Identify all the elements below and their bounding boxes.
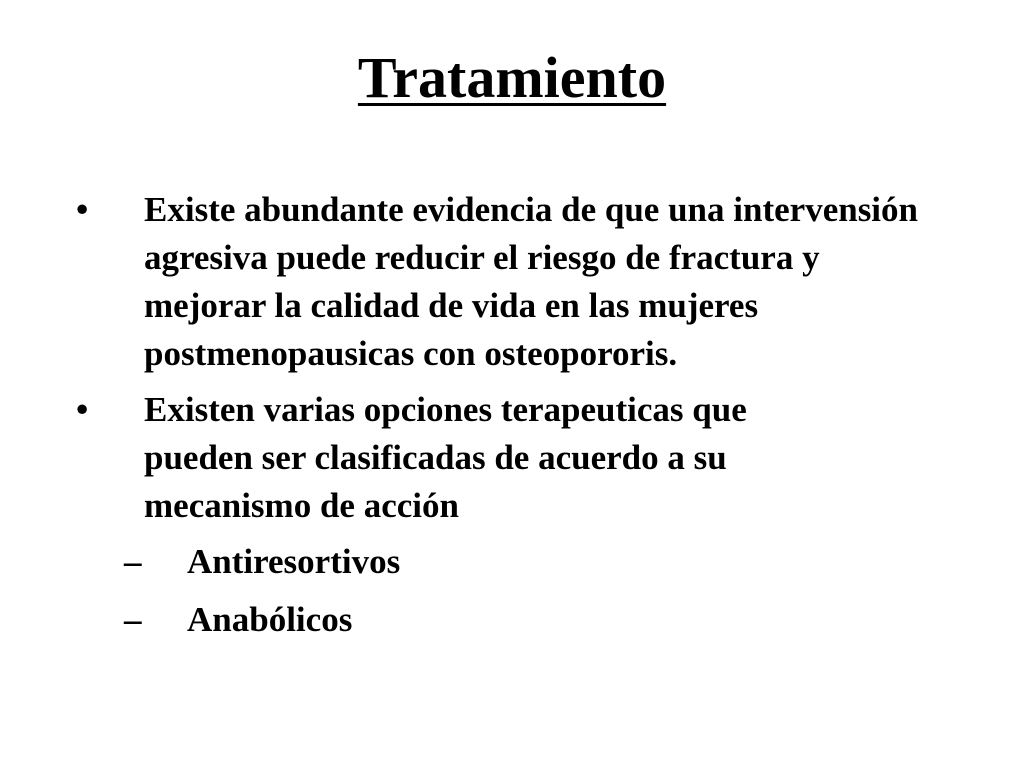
sub-bullet-text: Antiresortivos: [187, 542, 401, 581]
bullet-text: Existen varias opciones terapeuticas que pueden ser clasificadas de acuerdo a su mecanismo de acción: [144, 390, 747, 525]
sub-bullet-item: [124, 538, 724, 586]
slide-title: [0, 42, 1024, 114]
sub-bullet-marker: –: [124, 600, 142, 639]
sub-bullet-item: [124, 596, 724, 644]
slide-title-text: Tratamiento: [357, 45, 667, 110]
sub-bullet-text: Anabólicos: [187, 600, 353, 639]
sub-bullet-marker: –: [124, 542, 142, 581]
bullet-text: Existe abundante evidencia de que una intervensión agresiva puede reducir el riesgo de fractura y mejorar la calidad de vida en las mujeres postmenopausicas con osteopororis.: [144, 190, 918, 373]
bullet-marker: •: [76, 390, 89, 429]
bullet-marker: •: [76, 190, 89, 229]
